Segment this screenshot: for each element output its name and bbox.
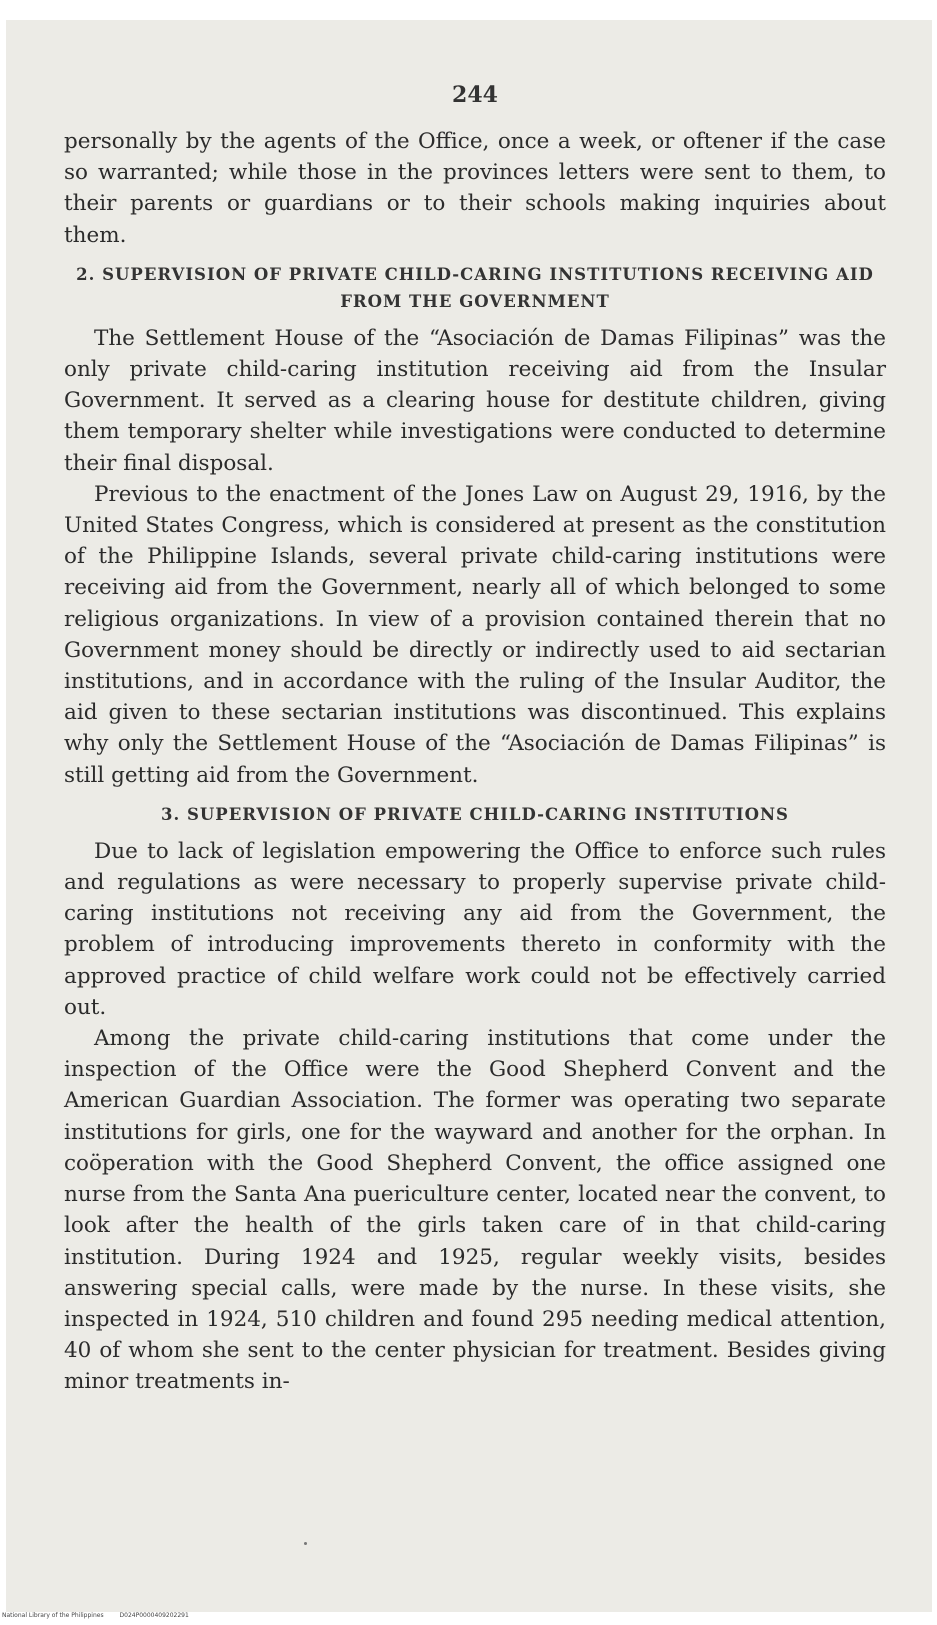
scan-footer: [2, 1612, 203, 1619]
footer-id: D024P0000409202291: [119, 1612, 189, 1619]
page-content: [64, 82, 886, 1398]
footer-library: National Library of the Philippines: [2, 1612, 104, 1619]
print-speck: [304, 1542, 307, 1545]
section-heading-2: 2. SUPERVISION OF PRIVATE CHILD-CARING INSTITUTIONS RECEIVING AID FROM THE GOVERNMENT: [76, 264, 874, 311]
paragraph-jones-law: Previous to the enactment of the Jones Law on August 29, 1916, by the United States Congress, which is considered at present as the constitution of the Philippine Islands, several private child-caring institutions were receiving aid from the Government, nearly all of which belonged to some religious organizations. In view of a provision contained therein that no Government money should be directly or indirectly used to aid sectarian institutions, and in accordance with the ruling of the Insular Auditor, the aid given to these sectarian institutions was discontinued. This explains why only the Settlement House of the “Asociación de Damas Filipinas” is still getting aid from the Government.: [64, 481, 886, 788]
document-page: [6, 20, 932, 1612]
paragraph-good-shepherd: Among the private child-caring institutions that come under the inspection of the Office were the Good Shepherd Convent and the American Guardian Association. The former was operating two separate institutions for girls, one for the wayward and another for the orphan. In coöperation with the Good Shepherd Convent, the office assigned one nurse from the Santa Ana puericulture center, located near the convent, to look after the health of the girls taken care of in that child-caring institution. During 1924 and 1925, regular weekly visits, besides answering special calls, were made by the nurse. In these visits, she inspected in 1924, 510 children and found 295 needing medical attention, 40 of whom she sent to the center physician for treatment. Besides giving minor treatments in-: [64, 1026, 886, 1395]
paragraph-settlement-house: The Settlement House of the “Asociación de Damas Filipinas” was the only private child-caring institution receiving aid from the Insular Government. It served as a clearing house for destitute children, giving them temporary shelter while investigations were conducted to determine their final disposal.: [64, 325, 886, 476]
section-heading-3: 3. SUPERVISION OF PRIVATE CHILD-CARING INSTITUTIONS: [161, 804, 789, 824]
page-number: 244: [452, 82, 498, 108]
paragraph-legislation: Due to lack of legislation empowering the Office to enforce such rules and regulations as were necessary to properly supervise private child-caring institutions not receiving any aid from the Government, the problem of introducing improvements thereto in conformity with the approved practice of child welfare work could not be effectively carried out.: [64, 838, 886, 1020]
paragraph-continuation: personally by the agents of the Office, once a week, or oftener if the case so warranted; while those in the provinces letters were sent to them, to their parents or guardians or to their schools making inquiries about them.: [64, 129, 886, 248]
